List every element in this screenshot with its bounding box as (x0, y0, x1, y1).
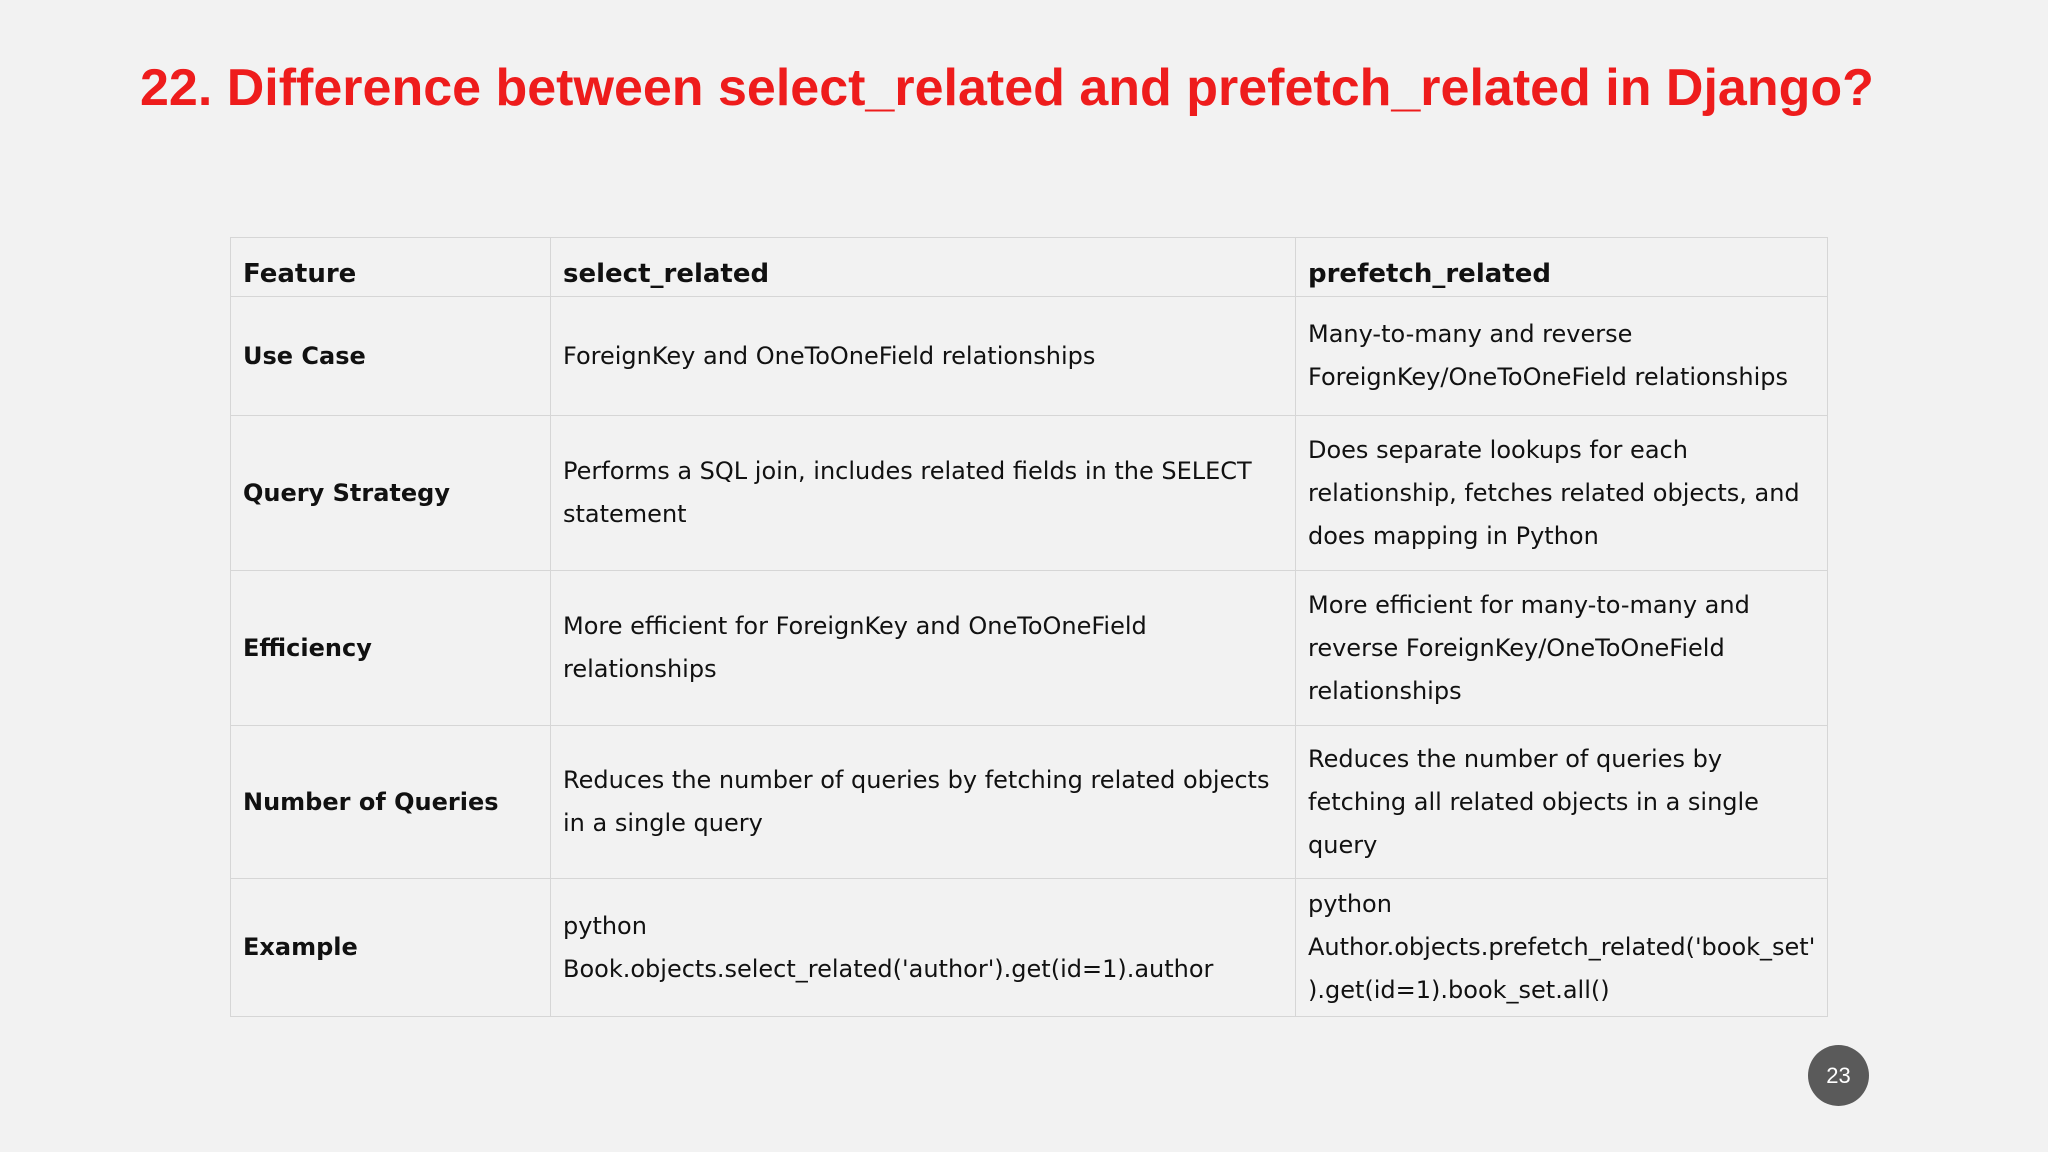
select-related-cell (551, 726, 1296, 879)
cell-line: statement (563, 500, 687, 528)
cell-line: More efficient for ForeignKey and OneToOneField (563, 612, 1147, 640)
cell-line: does mapping in Python (1308, 521, 1599, 550)
header-prefetch-related: prefetch_related (1296, 238, 1828, 297)
header-feature: Feature (231, 238, 551, 297)
cell-line: python (1308, 890, 1392, 918)
cell-line: Book.objects.select_related('author').get(id=1).author (563, 954, 1214, 983)
cell-line: relationships (563, 655, 717, 683)
cell-line: Performs a SQL join, includes related fields in the SELECT (563, 457, 1252, 485)
table-row (231, 571, 1828, 726)
cell-line: Reduces the number of queries by (1308, 744, 1723, 773)
table-row (231, 416, 1828, 571)
prefetch-related-cell (1296, 416, 1828, 571)
row-feature: Number of Queries (231, 726, 551, 879)
slide-title: 22. Difference between select_related and prefetch_related in Django? (140, 59, 1874, 117)
select-related-cell (551, 297, 1296, 416)
prefetch-related-cell (1296, 726, 1828, 879)
row-feature: Use Case (231, 297, 551, 416)
comparison-table-container (230, 237, 1827, 1017)
prefetch-related-cell (1296, 297, 1828, 416)
cell-line: ForeignKey/OneToOneField relationships (1308, 363, 1789, 391)
prefetch-related-cell (1296, 571, 1828, 726)
cell-line: More efficient for many-to-many and (1308, 590, 1750, 619)
cell-line: ForeignKey and OneToOneField relationships (563, 341, 1096, 370)
cell-line: relationship, fetches related objects, and (1308, 478, 1800, 507)
cell-line: relationships (1308, 676, 1462, 705)
cell-line: ).get(id=1).book_set.all() (1308, 976, 1610, 1004)
row-feature: Example (231, 879, 551, 1017)
select-related-cell (551, 416, 1296, 571)
cell-line: Reduces the number of queries by fetching related objects (563, 766, 1270, 794)
row-feature: Query Strategy (231, 416, 551, 571)
table-row (231, 297, 1828, 416)
cell-line: python (563, 911, 647, 940)
cell-line: in a single query (563, 809, 763, 837)
table-header-row (231, 238, 1828, 297)
page-number-badge: 23 (1808, 1045, 1869, 1106)
cell-line: Author.objects.prefetch_related('book_set' (1308, 933, 1816, 961)
header-select-related: select_related (551, 238, 1296, 297)
cell-line: Many-to-many and reverse (1308, 320, 1633, 348)
select-related-cell (551, 571, 1296, 726)
cell-line: Does separate lookups for each (1308, 435, 1688, 464)
table-row (231, 726, 1828, 879)
cell-line: fetching all related objects in a single (1308, 787, 1759, 816)
prefetch-related-cell (1296, 879, 1828, 1017)
select-related-cell (551, 879, 1296, 1017)
table-row (231, 879, 1828, 1017)
cell-line: reverse ForeignKey/OneToOneField (1308, 633, 1725, 662)
comparison-table (230, 237, 1828, 1017)
cell-line: query (1308, 830, 1378, 859)
row-feature: Efficiency (231, 571, 551, 726)
